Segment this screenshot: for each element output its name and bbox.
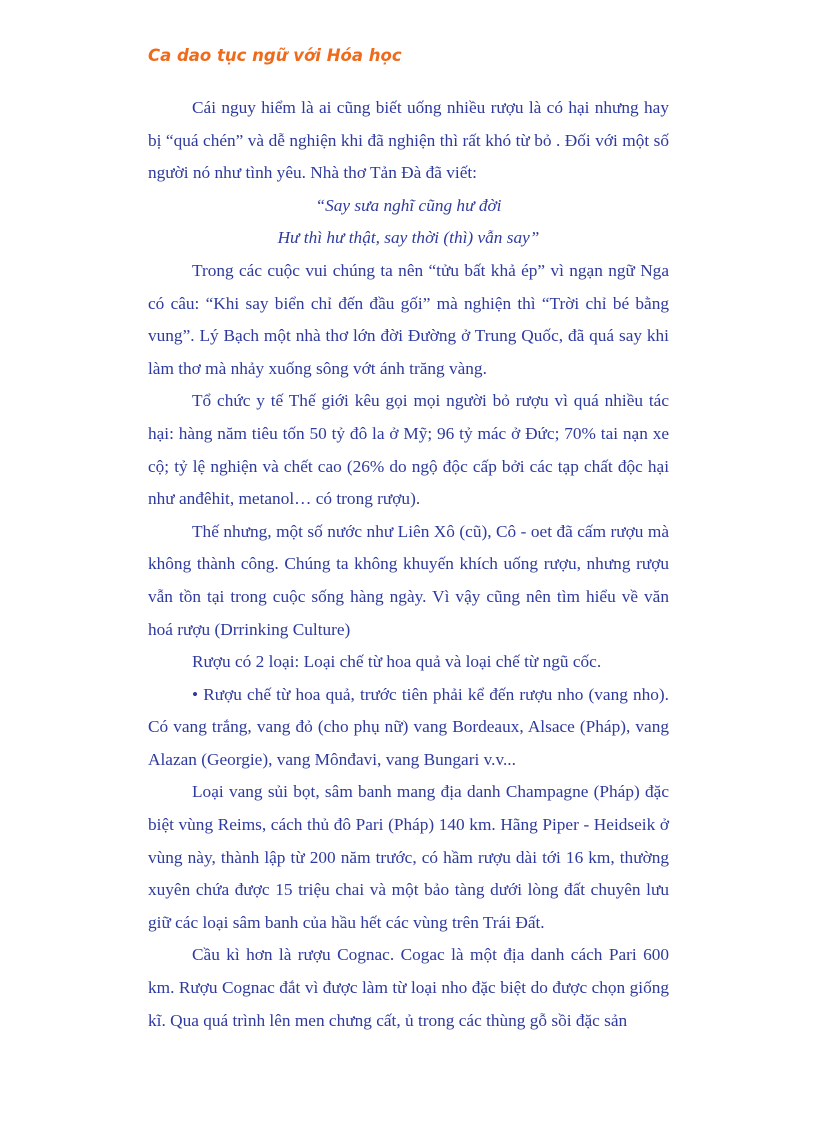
paragraph-fruit-wine	[148, 679, 669, 777]
paragraph-prohibition: Thế nhưng, một số nước như Liên Xô (cũ), Cô - oet đã cấm rượu mà không thành công. Chúng ta không khuyến khích uống rượu, nhưng rượu vẫn tồn tại trong cuộc sống hàng ngày. Vì vậy cũng nên tìm hiểu về văn hoá rượu (Drrinking Culture)	[148, 521, 669, 639]
fruit-wine-text: Rượu chế từ hoa quả, trước tiên phải kể đến rượu nho (vang nho). Có vang trắng, vang đỏ (cho phụ nữ) vang Bordeaux, Alsace (Pháp), vang Alazan (Georgie), vang Mônđavi, vang Bungari v.v...	[148, 684, 669, 769]
paragraph-who-warning: Tổ chức y tế Thế giới kêu gọi mọi người bỏ rượu vì quá nhiều tác hại: hàng năm tiêu tốn 50 tỷ đô la ở Mỹ; 96 tỷ mác ở Đức; 70% tai nạn xe cộ; tỷ lệ nghiện và chết cao (26% do ngộ độc cấp bởi các tạp chất độc hại như anđêhit, metanol… có trong rượu).	[148, 391, 669, 509]
verse-line-1: “Say sưa nghĩ cũng hư đời	[315, 195, 502, 215]
paragraph-intro: Cái nguy hiểm là ai cũng biết uống nhiều rượu là có hại nhưng hay bị “quá chén” và dễ nghiện khi đã nghiện thì rất khó từ bỏ . Đối với một số người nó như tình yêu. Nhà thơ Tản Đà đã viết:	[148, 98, 669, 183]
paragraph-drinking-advice: Trong các cuộc vui chúng ta nên “tửu bất khả ép” vì ngạn ngữ Nga có câu: “Khi say biển chỉ đến đầu gối” mà nghiện thì “Trời chỉ bé bằng vung”. Lý Bạch một nhà thơ lớn đời Đường ở Trung Quốc, đã quá say khi làm thơ mà nhảy xuống sông vớt ánh trăng vàng.	[148, 260, 669, 378]
page-header: Ca dao tục ngữ với Hóa học	[148, 46, 402, 65]
verse-line-2: Hư thì hư thật, say thời (thì) vẫn say”	[277, 228, 540, 248]
paragraph-types: Rượu có 2 loại: Loại chế từ hoa quả và loại chế từ ngũ cốc.	[192, 652, 602, 672]
paragraph-cognac: Cầu kì hơn là rượu Cognac. Cogac là một địa danh cách Pari 600 km. Rượu Cognac đắt vì được làm từ loại nho đặc biệt do được chọn giống kĩ. Qua quá trình lên men chưng cất, ủ trong các thùng gỗ sồi đặc sản	[148, 945, 669, 1030]
bullet-icon: •	[192, 684, 199, 704]
paragraph-champagne: Loại vang sủi bọt, sâm banh mang địa danh Champagne (Pháp) đặc biệt vùng Reims, cách thủ đô Pari (Pháp) 140 km. Hãng Piper - Heidseik ở vùng này, thành lập từ 200 năm trước, có hầm rượu dài tới 16 km, thường xuyên chứa được 15 triệu chai và một bảo tàng dưới lòng đất chuyên lưu giữ các loại sâm banh của hầu hết các vùng trên Trái Đất.	[148, 782, 669, 932]
article-body	[148, 92, 669, 1037]
